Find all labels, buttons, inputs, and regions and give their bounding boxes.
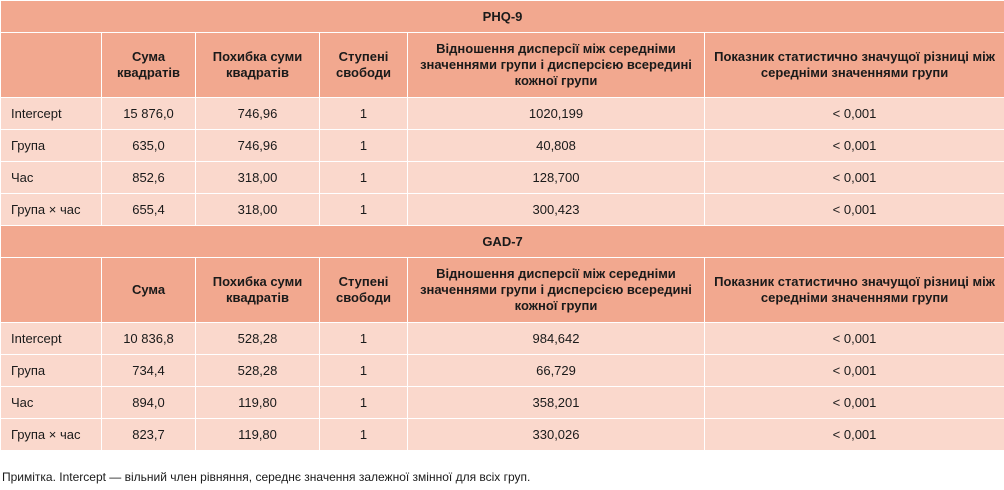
table-cell: 1 — [320, 355, 408, 387]
table-row — [1, 194, 1004, 226]
section-title: PHQ-9 — [1, 1, 1004, 33]
table-cell: 1 — [320, 162, 408, 194]
table-cell: 119,80 — [196, 387, 320, 419]
row-label: Час — [1, 162, 102, 194]
table-cell: 655,4 — [102, 194, 196, 226]
column-header: Відношення дисперсії між середніми значеннями групи і дисперсією всередині кожної групи — [408, 33, 705, 98]
table-cell: < 0,001 — [705, 355, 1004, 387]
table-cell: 10 836,8 — [102, 323, 196, 355]
table-cell: < 0,001 — [705, 419, 1004, 451]
row-label: Група — [1, 355, 102, 387]
table-cell: < 0,001 — [705, 162, 1004, 194]
table-cell: 15 876,0 — [102, 98, 196, 130]
column-header: Ступені свободи — [320, 33, 408, 98]
table-cell: < 0,001 — [705, 98, 1004, 130]
column-header-row — [1, 33, 1004, 98]
table-cell: 894,0 — [102, 387, 196, 419]
table-cell: 1020,199 — [408, 98, 705, 130]
row-label: Intercept — [1, 323, 102, 355]
column-header: Відношення дисперсії між середніми значеннями групи і дисперсією всередині кожної групи — [408, 258, 705, 323]
row-label: Intercept — [1, 98, 102, 130]
table-cell: 746,96 — [196, 98, 320, 130]
column-header: Показник статистично значущої різниці між середніми значеннями групи — [705, 33, 1004, 98]
table-cell: 1 — [320, 387, 408, 419]
table-row — [1, 98, 1004, 130]
table-cell: 1 — [320, 419, 408, 451]
table-cell: 318,00 — [196, 162, 320, 194]
table-cell: 635,0 — [102, 130, 196, 162]
table-cell: 66,729 — [408, 355, 705, 387]
table-cell: 128,700 — [408, 162, 705, 194]
table-cell: 1 — [320, 323, 408, 355]
table-cell: 1 — [320, 98, 408, 130]
table-cell: 119,80 — [196, 419, 320, 451]
table-cell: 746,96 — [196, 130, 320, 162]
table-row — [1, 419, 1004, 451]
column-header: Сума — [102, 258, 196, 323]
row-label: Група × час — [1, 419, 102, 451]
column-header — [1, 258, 102, 323]
column-header: Сума квадратів — [102, 33, 196, 98]
table-cell: 330,026 — [408, 419, 705, 451]
table-row — [1, 355, 1004, 387]
column-header: Показник статистично значущої різниці між середніми значеннями групи — [705, 258, 1004, 323]
section-title: GAD-7 — [1, 226, 1004, 258]
column-header: Похибка суми квадратів — [196, 33, 320, 98]
table-cell: < 0,001 — [705, 387, 1004, 419]
table-cell: 823,7 — [102, 419, 196, 451]
row-label: Група × час — [1, 194, 102, 226]
table-cell: 1 — [320, 194, 408, 226]
table-cell: 300,423 — [408, 194, 705, 226]
row-label: Час — [1, 387, 102, 419]
column-header: Похибка суми квадратів — [196, 258, 320, 323]
table-row — [1, 387, 1004, 419]
table-row — [1, 323, 1004, 355]
table-cell: 528,28 — [196, 323, 320, 355]
row-label: Група — [1, 130, 102, 162]
table-footnote: Примітка. Intercept — вільний член рівняння, середнє значення залежної змінної для всіх груп. — [2, 470, 531, 484]
section-title-row — [1, 1, 1004, 33]
table-cell: 734,4 — [102, 355, 196, 387]
table-cell: 318,00 — [196, 194, 320, 226]
table-cell: < 0,001 — [705, 194, 1004, 226]
table-cell: 852,6 — [102, 162, 196, 194]
table-cell: 358,201 — [408, 387, 705, 419]
column-header: Ступені свободи — [320, 258, 408, 323]
table-cell: 1 — [320, 130, 408, 162]
table-cell: 528,28 — [196, 355, 320, 387]
table-row — [1, 162, 1004, 194]
column-header — [1, 33, 102, 98]
table-cell: 984,642 — [408, 323, 705, 355]
section-title-row — [1, 226, 1004, 258]
table-row — [1, 130, 1004, 162]
table-cell: 40,808 — [408, 130, 705, 162]
column-header-row — [1, 258, 1004, 323]
table-cell: < 0,001 — [705, 323, 1004, 355]
table-cell: < 0,001 — [705, 130, 1004, 162]
